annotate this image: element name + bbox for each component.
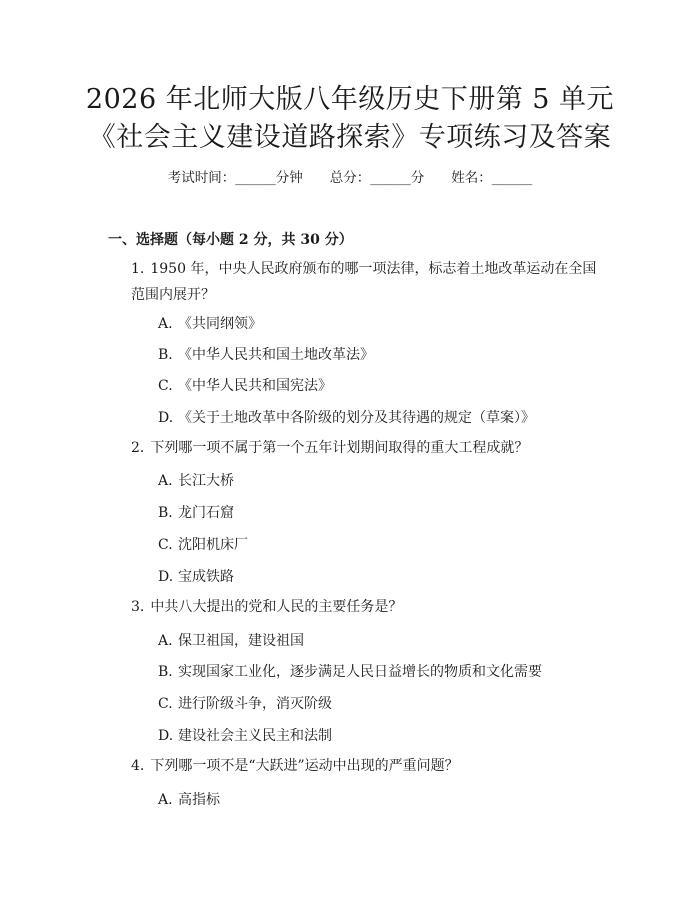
- option-letter: B.: [158, 347, 173, 363]
- question-3-option-d: [158, 726, 332, 746]
- question-text: 下列哪一项不属于第一个五年计划期间取得的重大工程成就？: [150, 440, 529, 456]
- question-3-option-b: [158, 662, 542, 682]
- question-1-option-a: [158, 314, 262, 334]
- document-title-line-1: 2026 年北师大版八年级历史下册第 5 单元: [85, 84, 615, 115]
- option-text: 长江大桥: [178, 473, 234, 489]
- question-3-option-a: [158, 631, 304, 651]
- question-2-option-a: [158, 471, 234, 491]
- question-3: [131, 594, 601, 620]
- question-4: [131, 753, 601, 779]
- document-title-line-2: 《社会主义建设道路探索》专项练习及答案: [88, 122, 612, 153]
- question-2-option-c: [158, 535, 248, 555]
- question-number: 2.: [131, 440, 145, 456]
- question-1-option-d: [158, 408, 535, 428]
- option-text: 实现国家工业化，逐步满足人民日益增长的物质和文化需要: [178, 664, 542, 680]
- option-text: 沈阳机床厂: [178, 537, 248, 553]
- option-letter: A.: [158, 316, 173, 332]
- section-heading: 一、选择题（每小题 2 分，共 30 分）: [108, 232, 353, 248]
- option-letter: C.: [158, 696, 173, 712]
- option-text: 《关于土地改革中各阶级的划分及其待遇的规定（草案）》: [178, 410, 535, 426]
- option-letter: A.: [158, 473, 173, 489]
- question-text: 1950 年，中央人民政府颁布的哪一项法律，标志着土地改革运动在全国范围内展开？: [131, 261, 597, 303]
- option-text: 龙门石窟: [178, 505, 234, 521]
- option-text: 高指标: [178, 792, 220, 808]
- option-text: 建设社会主义民主和法制: [178, 728, 332, 744]
- question-4-option-a: [158, 790, 220, 810]
- question-text: 中共八大提出的党和人民的主要任务是？: [150, 599, 403, 615]
- option-text: 进行阶级斗争，消灭阶级: [178, 696, 332, 712]
- question-3-option-c: [158, 694, 332, 714]
- exam-meta-line: 考试时间：______分钟 总分：______分 姓名：______: [167, 170, 533, 186]
- option-letter: B.: [158, 664, 173, 680]
- question-text: 下列哪一项不是“大跃进”运动中出现的严重问题？: [150, 758, 459, 774]
- option-text: 《共同纲领》: [178, 316, 262, 332]
- question-1: [131, 256, 601, 308]
- option-letter: D.: [158, 728, 174, 744]
- question-number: 3.: [131, 599, 145, 615]
- option-text: 《中华人民共和国宪法》: [178, 378, 332, 394]
- option-letter: D.: [158, 410, 174, 426]
- question-2-option-b: [158, 503, 234, 523]
- option-letter: A.: [158, 633, 173, 649]
- option-letter: D.: [158, 569, 174, 585]
- question-number: 4.: [131, 758, 145, 774]
- question-number: 1.: [131, 261, 145, 277]
- question-1-option-b: [158, 345, 374, 365]
- option-letter: C.: [158, 378, 173, 394]
- question-2: [131, 435, 601, 461]
- option-text: 《中华人民共和国土地改革法》: [178, 347, 374, 363]
- question-2-option-d: [158, 567, 234, 587]
- option-text: 保卫祖国，建设祖国: [178, 633, 304, 649]
- question-1-option-c: [158, 376, 332, 396]
- option-letter: C.: [158, 537, 173, 553]
- option-letter: B.: [158, 505, 173, 521]
- option-letter: A.: [158, 792, 173, 808]
- option-text: 宝成铁路: [178, 569, 234, 585]
